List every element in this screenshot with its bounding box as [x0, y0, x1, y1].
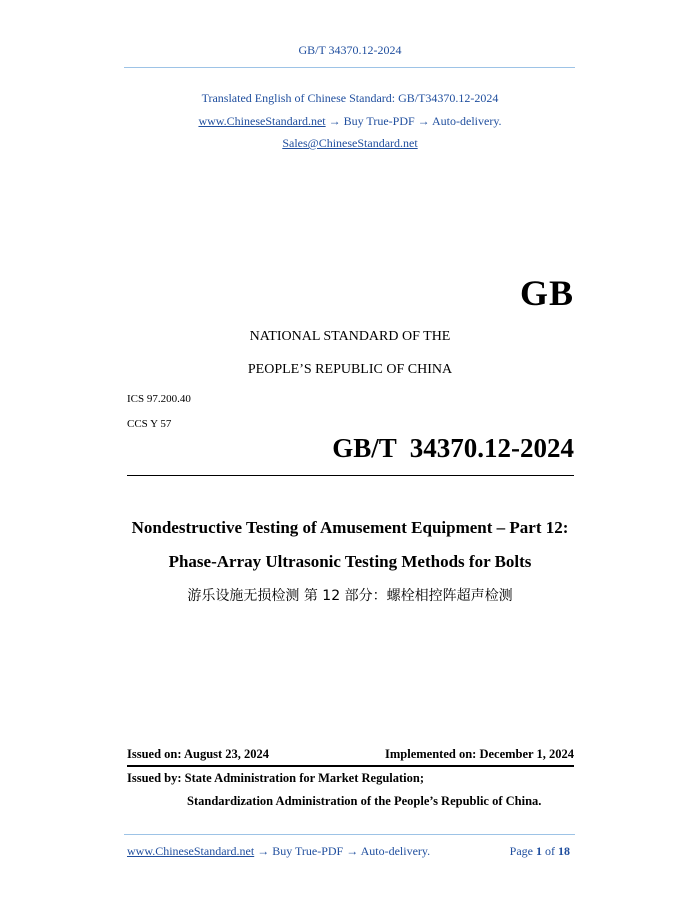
of-label: of	[545, 844, 555, 858]
email-link[interactable]: Sales@ChineseStandard.net	[282, 136, 418, 150]
title-chinese: 游乐设施无损检测 第 12 部分：螺栓相控阵超声检测	[187, 588, 513, 604]
title-line2: Phase-Array Ultrasonic Testing Methods for Bolts	[168, 552, 532, 571]
issued-by-2: Standardization Administration of the People’s Republic of China.	[187, 794, 542, 808]
issue-dates-row	[127, 747, 574, 762]
gb-mark: GB	[519, 273, 574, 313]
issued-by: Issued by: State Administration for Market Regulation;	[127, 771, 424, 785]
page-indicator	[510, 844, 570, 859]
footer-divider	[124, 834, 575, 835]
ccs-code: CCS Y 57	[127, 418, 172, 430]
footer-site-link[interactable]: www.ChineseStandard.net	[127, 844, 255, 858]
issued-on: Issued on: August 23, 2024	[127, 747, 270, 761]
ics-code: ICS 97.200.40	[127, 393, 191, 405]
translation-links	[0, 114, 700, 129]
implemented-on: Implemented on: December 1, 2024	[385, 747, 574, 761]
delivery-text: Auto-delivery.	[432, 114, 502, 128]
national-standard-line1: NATIONAL STANDARD OF THE	[249, 329, 451, 344]
arrow-icon: →	[257, 844, 270, 858]
standard-number-rule	[127, 475, 574, 476]
arrow-icon: →	[417, 114, 430, 128]
page-number: 1	[536, 844, 542, 858]
footer-links	[127, 844, 430, 859]
site-link[interactable]: www.ChineseStandard.net	[198, 114, 326, 128]
footer-buy-text: Buy True-PDF	[272, 844, 344, 858]
issue-rule	[127, 765, 574, 767]
page-total: 18	[558, 844, 570, 858]
arrow-icon: →	[328, 114, 341, 128]
footer-delivery-text: Auto-delivery.	[360, 844, 431, 858]
header-doc-code: GB/T 34370.12-2024	[298, 43, 402, 57]
arrow-icon: →	[346, 844, 359, 858]
standard-number: GB/T 34370.12-2024	[332, 433, 574, 463]
page-label: Page	[509, 844, 533, 858]
national-standard-line2: PEOPLE’S REPUBLIC OF CHINA	[247, 362, 453, 377]
translation-line: Translated English of Chinese Standard: GB/T34370.12-2024	[201, 91, 499, 105]
title-line1: Nondestructive Testing of Amusement Equipment – Part 12:	[131, 518, 569, 537]
buy-text: Buy True-PDF	[343, 114, 415, 128]
header-divider	[124, 67, 575, 68]
